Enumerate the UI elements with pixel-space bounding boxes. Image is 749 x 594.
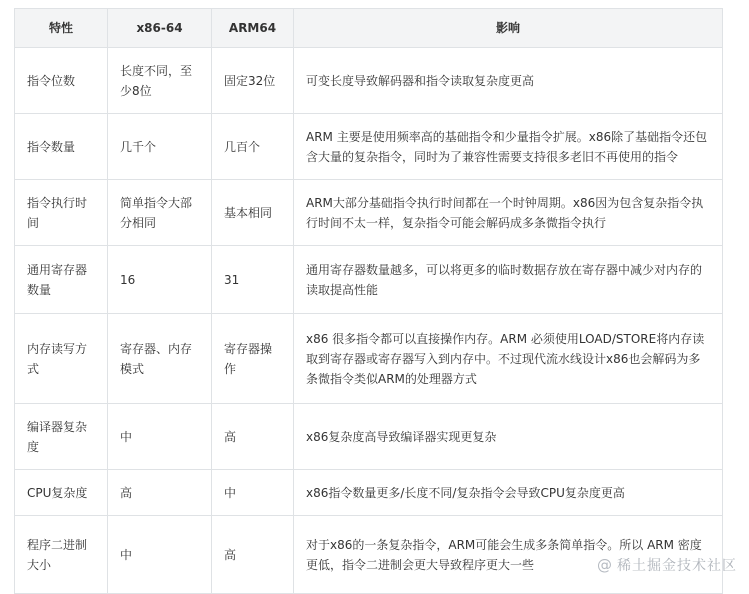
table-row: [15, 48, 723, 114]
header-row: [15, 9, 723, 48]
header-feature: 特性: [15, 9, 108, 48]
cell-x86: 中: [108, 404, 212, 470]
at-icon: @: [597, 556, 613, 574]
cell-impact: 可变长度导致解码器和指令读取复杂度更高: [294, 48, 723, 114]
cell-arm: 几百个: [212, 114, 294, 180]
cell-feature: 指令数量: [15, 114, 108, 180]
cell-impact: x86复杂度高导致编译器实现更复杂: [294, 404, 723, 470]
cell-x86: 简单指令大部分相同: [108, 180, 212, 246]
cell-x86: 长度不同，至少8位: [108, 48, 212, 114]
cell-feature: CPU复杂度: [15, 470, 108, 516]
cell-x86: 16: [108, 246, 212, 314]
cell-feature: 内存读写方式: [15, 314, 108, 404]
cell-x86: 中: [108, 516, 212, 594]
cell-arm: 31: [212, 246, 294, 314]
cell-x86: 高: [108, 470, 212, 516]
cell-arm: 高: [212, 404, 294, 470]
header-arm: ARM64: [212, 9, 294, 48]
header-impact: 影响: [294, 9, 723, 48]
cell-arm: 基本相同: [212, 180, 294, 246]
table-row: [15, 470, 723, 516]
cell-impact: ARM大部分基础指令执行时间都在一个时钟周期。x86因为包含复杂指令执行时间不太一样，复杂指令可能会解码成多条微指令执行: [294, 180, 723, 246]
cell-impact: 通用寄存器数量越多，可以将更多的临时数据存放在寄存器中减少对内存的读取提高性能: [294, 246, 723, 314]
cell-x86: 寄存器、内存模式: [108, 314, 212, 404]
table-row: [15, 246, 723, 314]
cell-arm: 固定32位: [212, 48, 294, 114]
cell-feature: 指令执行时间: [15, 180, 108, 246]
table-row: [15, 180, 723, 246]
header-x86: x86-64: [108, 9, 212, 48]
cell-impact: x86指令数量更多/长度不同/复杂指令会导致CPU复杂度更高: [294, 470, 723, 516]
table-row: [15, 404, 723, 470]
watermark: [597, 555, 737, 575]
cell-feature: 程序二进制大小: [15, 516, 108, 594]
cell-feature: 通用寄存器数量: [15, 246, 108, 314]
cell-impact: x86 很多指令都可以直接操作内存。ARM 必须使用LOAD/STORE将内存读取到寄存器或寄存器写入到内存中。不过现代流水线设计x86也会解码为多条微指令类似ARM的处理器方式: [294, 314, 723, 404]
table-row: [15, 114, 723, 180]
cell-x86: 几千个: [108, 114, 212, 180]
watermark-text: 稀土掘金技术社区: [617, 558, 737, 574]
cell-feature: 指令位数: [15, 48, 108, 114]
comparison-table: [14, 8, 723, 594]
table-row: [15, 314, 723, 404]
cell-arm: 寄存器操作: [212, 314, 294, 404]
cell-impact: 对于x86的一条复杂指令，ARM可能会生成多条简单指令。所以 ARM 密度更低，指令二进制会更大导致程序更大一些: [294, 516, 723, 594]
cell-impact: ARM 主要是使用频率高的基础指令和少量指令扩展。x86除了基础指令还包含大量的复杂指令，同时为了兼容性需要支持很多老旧不再使用的指令: [294, 114, 723, 180]
cell-arm: 中: [212, 470, 294, 516]
cell-feature: 编译器复杂度: [15, 404, 108, 470]
cell-arm: 高: [212, 516, 294, 594]
